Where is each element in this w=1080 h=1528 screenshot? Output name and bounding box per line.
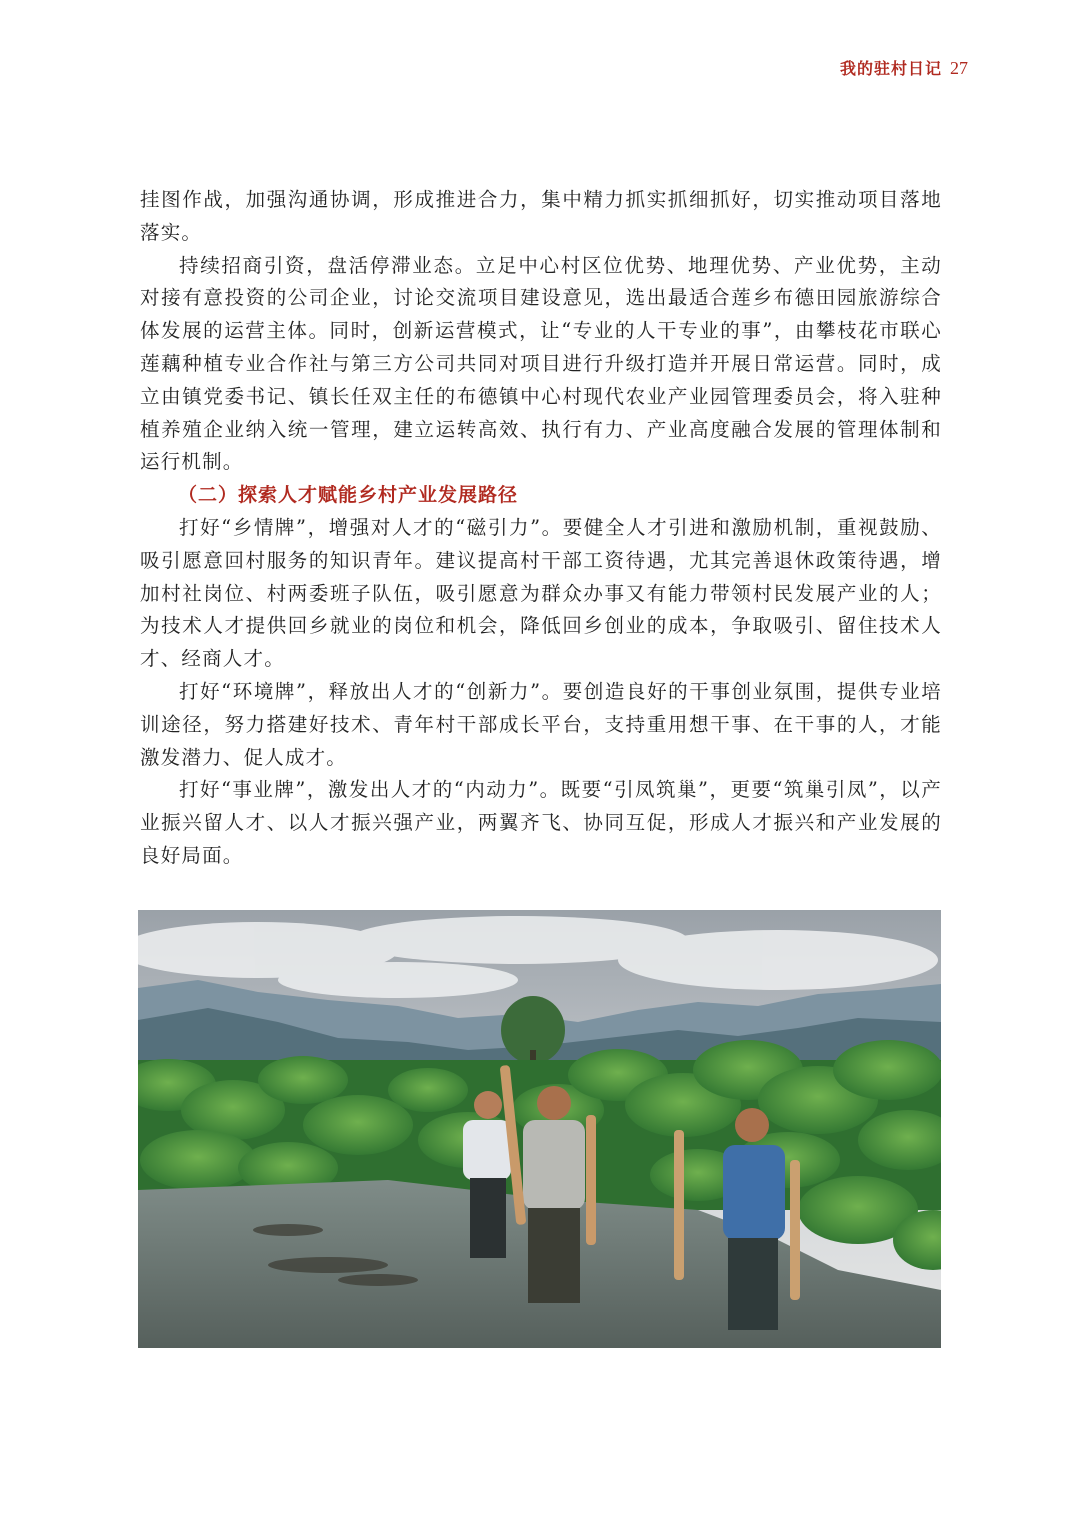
section-paragraph: 打好“环境牌”，释放出人才的“创新力”。要创造良好的干事创业氛围，提供专业培训途径，努力搭建好技术、青年村干部成长平台，支持重用想干事、在干事的人，才能激发潜力、促人成才。 xyxy=(140,679,942,769)
running-header xyxy=(840,56,968,79)
page-number: 27 xyxy=(950,58,968,78)
body-paragraph: 持续招商引资，盘活停滞业态。立足中心村区位优势、地理优势、产业优势，主动对接有意投资的公司企业，讨论交流项目建设意见，选出最适合莲乡布德田园旅游综合体发展的运营主体。同时，创新运营模式，让“专业的人干专业的事”，由攀枝花市联心莲藕种植专业合作社与第三方公司共同对项目进行升级打造并开展日常运营。同时，成立由镇党委书记、镇长任双主任的布德镇中心村现代农业产业园管理委员会，将入驻种植养殖企业纳入统一管理，建立运转高效、执行有力、产业高度融合发展的管理体制和运行机制。 xyxy=(140,253,942,474)
section-paragraph: 打好“事业牌”，激发出人才的“内动力”。既要“引凤筑巢”，更要“筑巢引凤”，以产业振兴留人才、以人才振兴强产业，两翼齐飞、协同互促，形成人才振兴和产业发展的良好局面。 xyxy=(140,778,942,867)
body-paragraph: 挂图作战，加强沟通协调，形成推进合力，集中精力抓实抓细抓好，切实推动项目落地落实。 xyxy=(140,188,942,244)
running-header-title: 我的驻村日记 xyxy=(839,59,942,78)
section-paragraph: 打好“乡情牌”，增强对人才的“磁引力”。要健全人才引进和激励机制，重视鼓励、吸引愿意回村服务的知识青年。建议提高村干部工资待遇，尤其完善退休政策待遇，增加村社岗位、村两委班子队伍，吸引愿意为群众办事又有能力带领村民发展产业的人；为技术人才提供回乡就业的岗位和机会，降低回乡创业的成本，争取吸引、留住技术人才、经商人才。 xyxy=(140,515,942,671)
body-text xyxy=(140,184,942,873)
photo-illustration xyxy=(138,910,941,1348)
section-heading: （二）探索人才赋能乡村产业发展路径 xyxy=(178,484,519,507)
lotus-root-harvest-photo xyxy=(138,910,941,1348)
